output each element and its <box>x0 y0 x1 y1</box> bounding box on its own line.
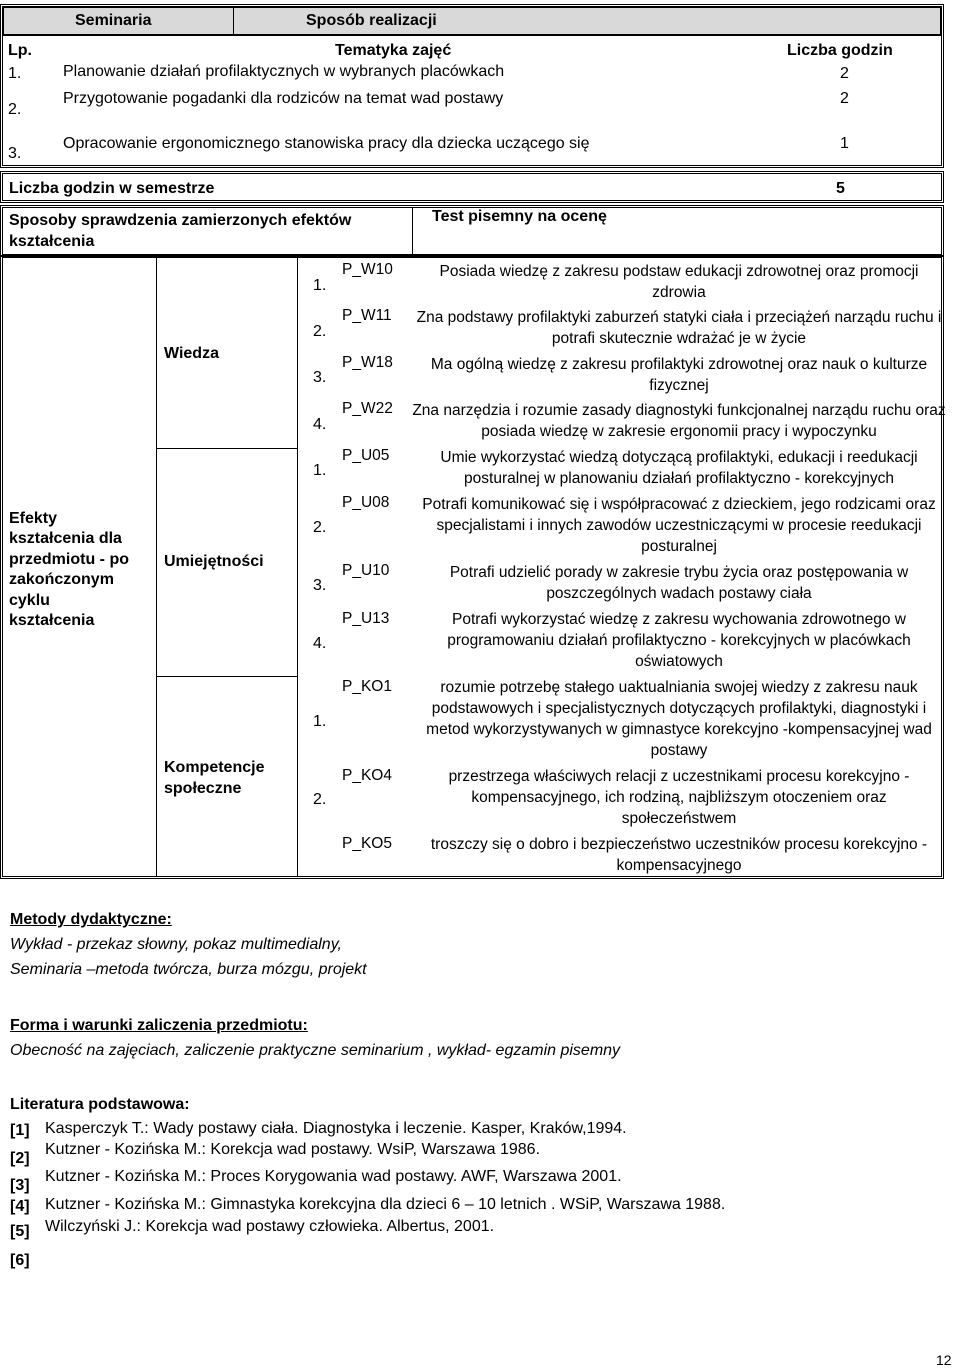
forma-text: Obecność na zajęciach, zaliczenie praktyczne seminarium , wykład- egzamin pisemny <box>10 1042 621 1059</box>
lit-text: Kasperczyk T.: Wady postawy ciała. Diagnostyka i leczenie. Kasper, Kraków,1994. <box>45 1120 627 1137</box>
seminaria-row-topic: Opracowanie ergonomicznego stanowiska pracy dla dziecka uczącego się <box>63 135 590 152</box>
effect-desc: Umie wykorzystać wiedzą dotyczącą profilaktyki, edukacji i reedukacji posturalnej w planowaniu działań profilaktyczno - korekcyjnych <box>440 449 918 487</box>
effect-code: P_W18 <box>342 354 393 371</box>
seminaria-label: Seminaria <box>75 12 152 29</box>
effects-label: zakończonym <box>9 571 114 588</box>
effect-num: 1. <box>313 713 327 730</box>
seminaria-row-lp: 2. <box>8 101 22 118</box>
effect-code: P_U08 <box>342 494 390 511</box>
lit-text: Kutzner - Kozińska M.: Proces Korygowania wad postawy. AWF, Warszawa 2001. <box>45 1168 622 1185</box>
lit-ref: [2] <box>10 1150 30 1167</box>
wiedza-label: Wiedza <box>164 345 219 362</box>
effect-code: P_U10 <box>342 562 390 579</box>
effect-desc: Zna podstawy profilaktyki zaburzeń statyki ciała i przeciążeń narządu ruchu i potrafi skutecznie wdrażać je w życie <box>416 309 942 347</box>
metody-heading: Metody dydaktyczne: <box>10 911 172 928</box>
col-tematyka: Tematyka zajęć <box>335 42 452 59</box>
effect-num: 3. <box>313 577 327 594</box>
effects-label: Efekty <box>9 510 58 527</box>
metody-line: Wykład - przekaz słowny, pokaz multimedialny, <box>10 936 342 953</box>
effect-desc: Potrafi wykorzystać wiedzę z zakresu wychowania zdrowotnego w programowaniu działań profilaktyczno - korekcyjnych w placówkach oświatowych <box>447 611 911 670</box>
seminaria-row-topic: Przygotowanie pogadanki dla rodziców na temat wad postawy <box>63 90 504 107</box>
effect-code: P_W11 <box>342 307 392 324</box>
lit-ref: [4] <box>10 1198 30 1215</box>
effect-num: 2. <box>313 323 327 340</box>
effects-label: przedmiotu - po <box>9 551 129 568</box>
seminaria-row-lp: 3. <box>8 145 22 162</box>
effect-code: P_KO1 <box>342 678 392 695</box>
seminaria-row-hours: 2 <box>840 65 849 82</box>
effect-num: 1. <box>313 277 327 294</box>
effect-num: 3. <box>313 369 327 386</box>
effect-num: 2. <box>313 519 327 536</box>
lit-text: Kutzner - Kozińska M.: Gimnastyka korekcyjna dla dzieci 6 – 10 letnich . WSiP, Warszawa 1988. <box>45 1196 726 1213</box>
semester-label: Liczba godzin w semestrze <box>9 180 215 197</box>
seminaria-row-hours: 1 <box>840 135 849 152</box>
effect-code: P_W22 <box>342 400 393 417</box>
page-number: 12 <box>936 1352 952 1368</box>
effect-desc: rozumie potrzebę stałego uaktualniania swojej wiedzy z zakresu nauk podstawowych i specjalistycznych dotyczących profilaktyki, diagnostyki i metod wykorzystywanych w gimnastyce korekcyjno -kompensacyjnej wad postawy <box>426 679 932 759</box>
effect-desc: Ma ogólną wiedzę z zakresu profilaktyki zdrowotnej oraz nauk o kulturze fizycznej <box>430 356 928 394</box>
effect-num: 4. <box>313 635 327 652</box>
umiejetnosci-label: Umiejętności <box>164 553 264 570</box>
effects-label: kształcenia <box>9 612 95 629</box>
effect-num: 4. <box>313 416 327 433</box>
effect-code: P_KO5 <box>342 835 392 852</box>
lit-ref: [5] <box>10 1223 30 1240</box>
literatura-heading: Literatura podstawowa: <box>10 1096 190 1113</box>
seminaria-row-topic: Planowanie działań profilaktycznych w wybranych placówkach <box>63 63 505 80</box>
lit-ref: [1] <box>10 1122 30 1139</box>
forma-heading: Forma i warunki zaliczenia przedmiotu: <box>10 1017 308 1034</box>
lit-text: Kutzner - Kozińska M.: Korekcja wad postawy. WsiP, Warszawa 1986. <box>45 1141 541 1158</box>
effect-desc: Potrafi udzielić porady w zakresie trybu życia oraz postępowania w poszczególnych wadach postawy ciała <box>449 564 909 602</box>
effect-desc: Zna narzędzia i rozumie zasady diagnostyki funkcjonalnej narządu ruchu oraz posiada wiedzę w zakresie ergonomii pracy i wypoczynku <box>412 402 946 440</box>
effect-desc: przestrzega właściwych relacji z uczestnikami procesu korekcyjno - kompensacyjnego, ich rodziną, najbliższym otoczeniem oraz społeczeństwem <box>448 768 910 827</box>
seminaria-row-hours: 2 <box>840 90 849 107</box>
effects-label: cyklu <box>9 592 50 609</box>
col-lp: Lp. <box>8 42 32 59</box>
effect-code: P_U05 <box>342 447 390 464</box>
effects-label: kształcenia dla <box>9 530 122 547</box>
verification-label: Sposoby sprawdzenia zamierzonych efektów <box>9 212 352 229</box>
kompetencje-label: społeczne <box>164 780 242 797</box>
effect-num: 2. <box>313 791 327 808</box>
realizacja-label: Sposób realizacji <box>306 12 437 29</box>
lit-text: Wilczyński J.: Korekcja wad postawy człowieka. Albertus, 2001. <box>45 1218 495 1235</box>
effect-desc: Posiada wiedzę z zakresu podstaw edukacji zdrowotnej oraz promocji zdrowia <box>439 263 919 301</box>
verification-value: Test pisemny na ocenę <box>432 208 607 225</box>
semester-value: 5 <box>836 180 845 197</box>
lit-ref: [6] <box>10 1252 30 1269</box>
lit-ref: [3] <box>10 1177 30 1194</box>
kompetencje-label: Kompetencje <box>164 759 265 776</box>
effect-desc: Potrafi komunikować się i współpracować z dzieckiem, jego rodzicami oraz specjalistami i innych zawodów uczestniczącymi w procesie reedukacji posturalnej <box>422 496 936 555</box>
effect-code: P_KO4 <box>342 767 392 784</box>
col-godzin: Liczba godzin <box>787 42 893 59</box>
effect-code: P_W10 <box>342 261 393 278</box>
effect-desc: troszczy się o dobro i bezpieczeństwo uczestników procesu korekcyjno - kompensacyjnego <box>430 836 928 874</box>
metody-line: Seminaria –metoda twórcza, burza mózgu, projekt <box>10 961 367 978</box>
effect-num: 1. <box>313 462 327 479</box>
effect-code: P_U13 <box>342 610 390 627</box>
seminaria-row-lp: 1. <box>8 65 22 82</box>
verification-label: kształcenia <box>9 233 95 250</box>
